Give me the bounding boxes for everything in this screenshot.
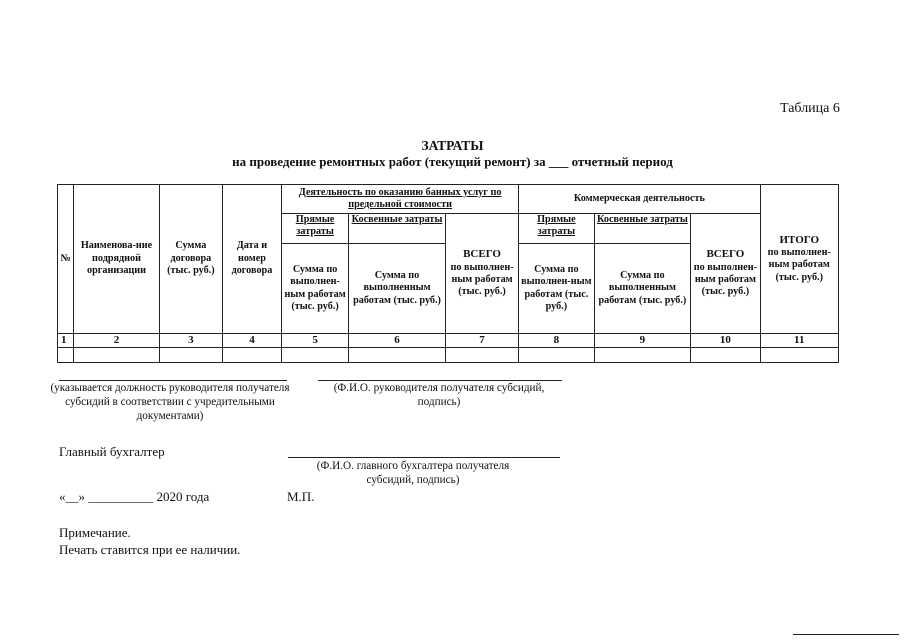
col-num-6: 6 xyxy=(349,334,446,348)
group-bath-label: Деятельность по оказанию банных услуг по предельной стоимости xyxy=(298,186,502,210)
col-num-11: 11 xyxy=(760,334,838,348)
col-num-9: 9 xyxy=(594,334,691,348)
header-indirect-costs-2: Косвенные затраты xyxy=(594,214,691,244)
grand-total-title: ИТОГО xyxy=(779,233,820,246)
column-number-row xyxy=(58,334,839,348)
header-direct-sum-1: Сумма по выполнен-ным работам (тыс. руб.) xyxy=(281,244,348,334)
footer-line xyxy=(793,634,899,635)
document-subtitle: на проведение ремонтных работ (текущий ремонт) за ___ отчетный период xyxy=(232,154,673,169)
cell-blank[interactable] xyxy=(58,348,74,363)
head-position-caption: (указывается должность руководителя получателя субсидий в соответствии с учредительными документами) xyxy=(50,382,290,422)
header-contract-date: Дата и номер договора xyxy=(222,185,281,334)
col-num-5: 5 xyxy=(281,334,348,348)
cell-blank[interactable] xyxy=(349,348,446,363)
col-num-7: 7 xyxy=(445,334,518,348)
note-label: Примечание. xyxy=(59,525,131,540)
table-number-label: Таблица 6 xyxy=(780,101,840,116)
cell-blank[interactable] xyxy=(445,348,518,363)
header-contractor-name: Наименова-ние подрядной организации xyxy=(74,185,160,334)
header-direct-sum-2: Сумма по выполнен-ным работам (тыс. руб.) xyxy=(519,244,594,334)
header-grand-total xyxy=(760,185,838,334)
chief-accountant-label: Главный бухгалтер xyxy=(59,444,165,459)
costs-table xyxy=(57,184,839,363)
header-group-bath-services xyxy=(281,185,518,214)
col-num-4: 4 xyxy=(222,334,281,348)
cell-blank[interactable] xyxy=(691,348,760,363)
col-num-3: 3 xyxy=(159,334,222,348)
cell-blank[interactable] xyxy=(159,348,222,363)
cell-blank[interactable] xyxy=(760,348,838,363)
header-indirect-sum-1: Сумма по выполненным работам (тыс. руб.) xyxy=(349,244,446,334)
header-indirect-costs-1: Косвенные затраты xyxy=(349,214,446,244)
header-indirect-sum-2: Сумма по выполненным работам (тыс. руб.) xyxy=(594,244,691,334)
total-2-text: по выполнен-ным работам (тыс. руб.) xyxy=(693,261,757,298)
stamp-label: М.П. xyxy=(287,489,315,504)
cell-blank[interactable] xyxy=(519,348,594,363)
header-direct-costs-2: Прямые затраты xyxy=(519,214,594,244)
header-direct-costs-1: Прямые затраты xyxy=(281,214,348,244)
note-text: Печать ставится при ее наличии. xyxy=(59,542,241,557)
header-total-1 xyxy=(445,214,518,334)
head-name-caption: (Ф.И.О. руководителя получателя субсидий, подпись) xyxy=(333,382,545,408)
header-contract-sum: Сумма договора (тыс. руб.) xyxy=(159,185,222,334)
header-number: № xyxy=(58,185,74,334)
total-1-title: ВСЕГО xyxy=(463,248,501,261)
cell-blank[interactable] xyxy=(222,348,281,363)
header-group-commercial: Коммерческая деятельность xyxy=(519,185,760,214)
chief-accountant-line[interactable] xyxy=(288,457,560,458)
header-total-2 xyxy=(691,214,760,334)
col-num-1: 1 xyxy=(58,334,74,348)
total-2-title: ВСЕГО xyxy=(706,248,745,261)
chief-accountant-caption: (Ф.И.О. главного бухгалтера получателя субсидий, подпись) xyxy=(316,460,510,486)
total-1-text: по выполнен-ным работам (тыс. руб.) xyxy=(450,261,514,298)
cell-blank[interactable] xyxy=(594,348,691,363)
date-line[interactable]: «__» __________ 2020 года xyxy=(59,489,210,504)
empty-data-row xyxy=(58,348,839,363)
document-title: ЗАТРАТЫ xyxy=(421,138,484,153)
col-num-10: 10 xyxy=(691,334,760,348)
cell-blank[interactable] xyxy=(74,348,160,363)
cell-blank[interactable] xyxy=(281,348,348,363)
col-num-8: 8 xyxy=(519,334,594,348)
col-num-2: 2 xyxy=(74,334,160,348)
grand-total-text: по выполнен-ным работам (тыс. руб.) xyxy=(767,247,831,283)
